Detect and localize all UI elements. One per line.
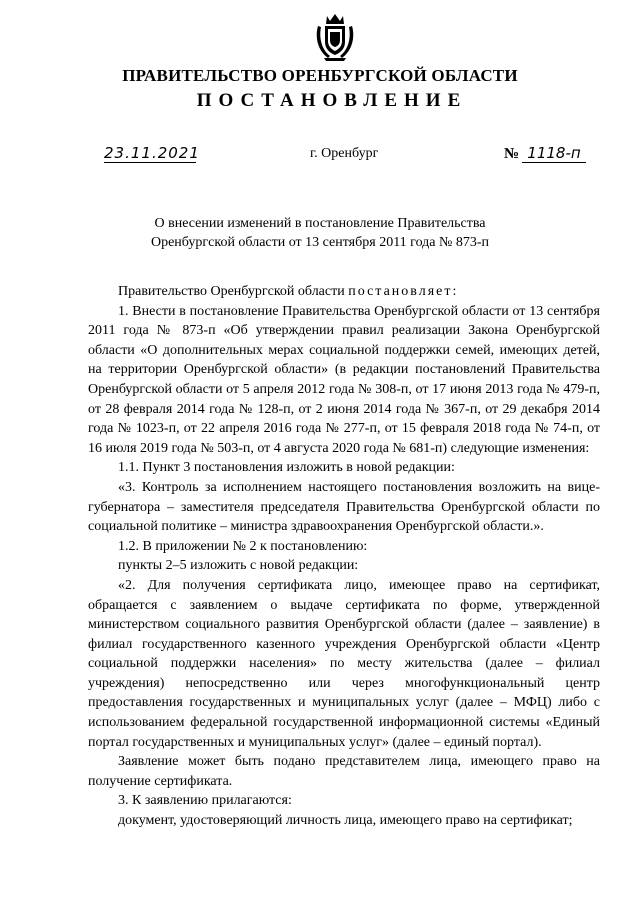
paragraph-1-2: 1.2. В приложении № 2 к постановлению: [118,538,368,554]
paragraph-3-new: «3. Контроль за исполнением настоящего постановления возложить на вице-губернатора – заместителя председателя Правительства Оренбургской области по социальной политике – министра здравоохранения Оренбургской области.». [88,479,600,535]
title-line-1: О внесении изменений в постановление Правительства [154,216,486,231]
document-type: ПОСТАНОВЛЕНИЕ [196,90,468,111]
intro-verb: постановляет: [348,284,459,299]
paragraph-2-new: «2. Для получения сертификата лицо, имеющее право на сертификат, обращается с заявлением о выдаче сертификата по форме, утвержденной министерством социального развития Оренбургской области (далее – заявление) в филиал государственного казенного учреждения Оренбургской области «Центр социальной поддержки населения» по месту жительства (далее – филиал учреждения) непосредственно или через многофункциональный центр предоставления государственных и муниципальных услуг (далее – МФЦ) либо с использованием федеральной государственной информационной системы «Единый портал государственных и муниципальных услуг» (далее – единый портал). [88,577,600,750]
paragraph-1-1: 1.1. Пункт 3 постановления изложить в новой редакции: [118,460,455,476]
paragraph-1: 1. Внести в постановление Правительства Оренбургской области от 13 сентября 2011 года № 873-п «Об утверждении правил реализации Закона Оренбургской области «О дополнительных мерах социальной поддержки семей, имеющих детей, на территории Оренбургской области» (в редакции постановлений Правительства Оренбургской области от 5 апреля 2012 года № 308-п, от 17 июня 2013 года № 479-п, от 28 февраля 2014 года № 128-п, от 2 июня 2014 года № 367-п, от 29 декабря 2014 года № 1023-п, от 22 апреля 2016 года № 277-п, от 15 февраля 2018 года № 74-п, от 16 июля 2019 года № 503-п, от 4 августа 2020 года № 681-п) следующие изменения: [88,303,600,456]
intro-paragraph [88,282,600,302]
document-number: 1118-п [522,144,586,163]
document-number-label: № [504,146,520,162]
paragraph-identity-document: документ, удостоверяющий личность лица, имеющего право на сертификат; [118,813,573,829]
paragraph-3-attachments: 3. К заявлению прилагаются: [118,793,292,809]
document-city: г. Оренбург [310,146,379,161]
title-line-2: Оренбургской области от 13 сентября 2011 года № 873-п [150,235,490,250]
document-body [88,282,600,831]
paragraph-representative: Заявление может быть подано представителем лица, имеющего право на получение сертификата. [88,754,600,789]
paragraph-items-2-5: пункты 2–5 изложить с новой редакции: [118,558,359,574]
document-date: 23.11.2021 [104,144,200,162]
document-title [0,214,640,252]
coat-of-arms-icon [314,12,356,62]
intro-lead: Правительство Оренбургской области [118,284,349,299]
organization-name: ПРАВИТЕЛЬСТВО ОРЕНБУРГСКОЙ ОБЛАСТИ [122,66,518,85]
